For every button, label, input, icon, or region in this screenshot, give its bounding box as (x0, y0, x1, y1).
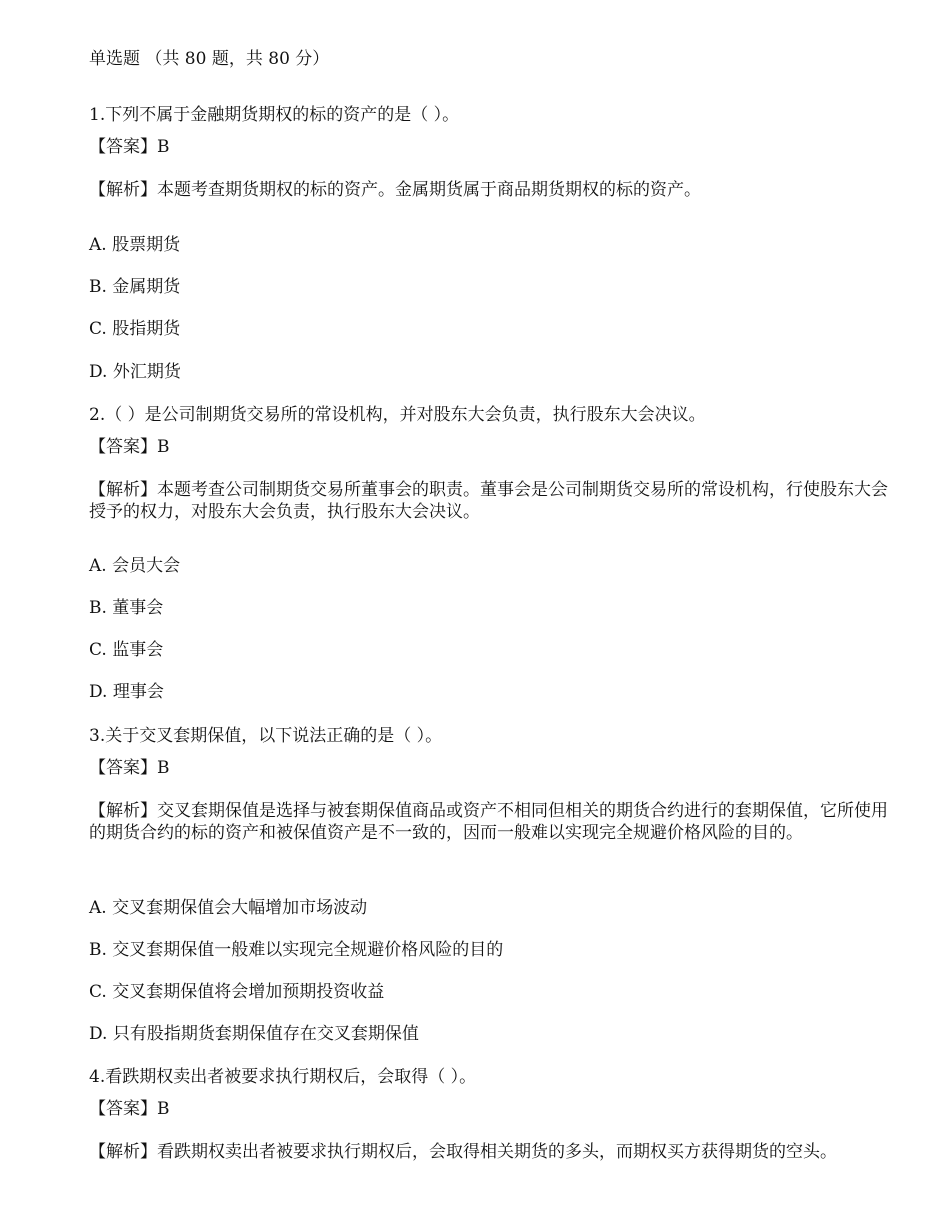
answer-label: 【答案】B (89, 437, 170, 457)
analysis-text: 【解析】本题考查公司制期货交易所董事会的职责。董事会是公司制期货交易所的常设机构，行使股东大会授予的权力，对股东大会负责，执行股东大会决议。 (89, 480, 888, 522)
analysis-text: 【解析】看跌期权卖出者被要求执行期权后，会取得相关期货的多头，而期权买方获得期货的空头。 (89, 1142, 837, 1162)
question-3 (89, 724, 909, 844)
section-title: 单选题 （共 80 题，共 80 分） (89, 49, 330, 69)
option-c: C. 交叉套期保值将会增加预期投资收益 (89, 982, 385, 1002)
question-text: 3.关于交叉套期保值，以下说法正确的是（ ）。 (89, 726, 443, 746)
option-d: D. 只有股指期货套期保值存在交叉套期保值 (89, 1024, 419, 1044)
question-2 (89, 403, 909, 523)
option-a: A. 会员大会 (89, 556, 181, 576)
question-4 (89, 1065, 909, 1163)
option-b: B. 交叉套期保值一般难以实现完全规避价格风险的目的 (89, 940, 504, 960)
option-c: C. 股指期货 (89, 319, 181, 339)
option-d: D. 外汇期货 (89, 362, 181, 382)
analysis-text: 【解析】交叉套期保值是选择与被套期保值商品或资产不相同但相关的期货合约进行的套期保值，它所使用的期货合约的标的资产和被保值资产是不一致的，因而一般难以实现完全规避价格风险的目的。 (89, 801, 888, 843)
answer-label: 【答案】B (89, 758, 170, 778)
option-a: A. 股票期货 (89, 235, 181, 255)
answer-label: 【答案】B (89, 137, 170, 157)
option-b: B. 金属期货 (89, 277, 181, 297)
question-text: 1.下列不属于金融期货期权的标的资产的是（ ）。 (89, 105, 460, 125)
option-a: A. 交叉套期保值会大幅增加市场波动 (89, 898, 368, 918)
option-b: B. 董事会 (89, 598, 164, 618)
option-d: D. 理事会 (89, 682, 164, 702)
question-1 (89, 103, 909, 201)
analysis-text: 【解析】本题考查期货期权的标的资产。金属期货属于商品期货期权的标的资产。 (89, 180, 701, 200)
answer-label: 【答案】B (89, 1099, 170, 1119)
option-c: C. 监事会 (89, 640, 164, 660)
question-text: 4.看跌期权卖出者被要求执行期权后，会取得（ ）。 (89, 1067, 477, 1087)
question-text: 2.（ ）是公司制期货交易所的常设机构，并对股东大会负责，执行股东大会决议。 (89, 405, 706, 425)
